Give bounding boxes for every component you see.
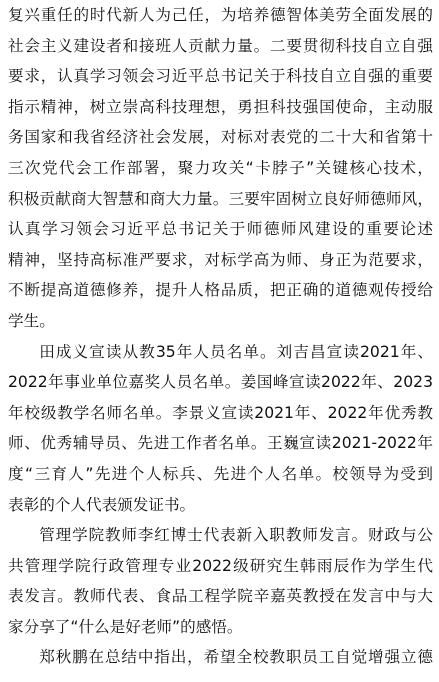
paragraph-summary [8, 642, 433, 673]
text-line: 年校级教学名师名单。李景义宣读2021年、2022年优秀教 [8, 403, 433, 422]
text-line: 指示精神，树立崇高科技理想，勇担科技强国使命，主动服 [8, 97, 433, 116]
text-line: 学生。 [8, 311, 55, 330]
text-line: 管理学院教师李红博士代表新入职教师发言。财政与公 [39, 526, 433, 545]
text-line: 表彰的个人代表颁发证书。 [8, 495, 196, 514]
text-line: 郑秋鹏在总结中指出，希望全校教职员工自觉增强立德 [39, 648, 433, 667]
text-line: 复兴重任的时代新人为己任，为培养德智体美劳全面发展的 [8, 6, 433, 24]
text-line: 社会主义建设者和接班人贡献力量。二要贯彻科技自立自强 [8, 36, 433, 55]
text-line: 三次党代会工作部署，聚力攻关“卡脖子”关键核心技术， [8, 158, 433, 177]
paragraph-name-lists [8, 337, 433, 521]
text-line: 共管理学院行政管理专业2022级研究生韩雨辰作为学生代 [8, 556, 433, 575]
text-line: 2022年事业单位嘉奖人员名单。姜国峰宣读2022年、2023 [8, 373, 433, 392]
text-line: 不断提高道德修养，提升人格品质，把正确的道德观传授给 [8, 281, 433, 300]
paragraph-speeches [8, 520, 433, 642]
text-line: 精神，坚持高标准严要求，对标学高为师、身正为范要求， [8, 250, 433, 269]
text-line: 认真学习领会习近平总书记关于师德师风建设的重要论述 [8, 220, 433, 239]
text-line: 度“三育人”先进个人标兵、先进个人名单。校领导为受到 [8, 464, 433, 483]
text-line: 要求，认真学习领会习近平总书记关于科技自立自强的重要 [8, 67, 433, 86]
text-line: 务国家和我省经济社会发展，对标对表党的二十大和省第十 [8, 128, 433, 147]
text-line: 家分享了“什么是好老师”的感悟。 [8, 617, 243, 636]
paragraph-continuation [8, 0, 433, 337]
text-line: 积极贡献商大智慧和商大力量。三要牢固树立良好师德师风， [8, 189, 433, 208]
text-line: 田成义宣读从教35年人员名单。刘吉昌宣读2021年、 [39, 342, 433, 361]
text-line: 表发言。教师代表、食品工程学院辛嘉英教授在发言中与大 [8, 587, 433, 606]
text-line: 师、优秀辅导员、先进工作者名单。王巍宣读2021-2022年 [8, 434, 433, 453]
